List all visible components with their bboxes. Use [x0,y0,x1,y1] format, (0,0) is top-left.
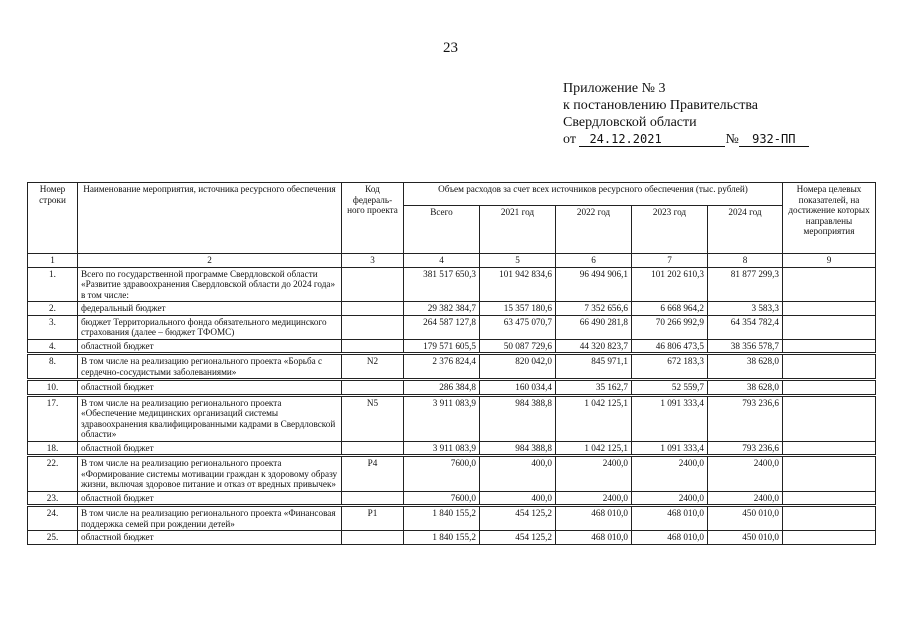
row-total: 179 571 605,5 [404,339,480,353]
row-2022: 7 352 656,6 [556,302,632,316]
row-2023: 2400,0 [632,457,708,492]
row-targets [783,457,876,492]
header-name: Наименование мероприятия, источника ресурсного обеспечения [78,183,342,254]
row-2023: 1 091 333,4 [632,396,708,441]
row-total: 1 840 155,2 [404,531,480,545]
row-number: 25. [28,531,78,545]
row-code [342,339,404,353]
row-targets [783,267,876,302]
table-body [28,267,876,544]
row-code: N2 [342,355,404,379]
table-row [28,507,876,531]
row-code [342,267,404,302]
row-name: областной бюджет [78,491,342,505]
row-targets [783,491,876,505]
row-total: 381 517 650,3 [404,267,480,302]
table-row [28,457,876,492]
row-2022: 2400,0 [556,457,632,492]
row-2024: 793 236,6 [708,396,783,441]
row-2021: 454 125,2 [480,507,556,531]
row-code [342,491,404,505]
row-number: 3. [28,315,78,339]
row-total: 3 911 083,9 [404,441,480,455]
row-2023: 52 559,7 [632,381,708,395]
row-code [342,531,404,545]
row-2023: 6 668 964,2 [632,302,708,316]
row-2021: 984 388,8 [480,441,556,455]
row-name: Всего по государственной программе Свердловской области «Развитие здравоохранения Свердловской области до 2024 года» в том числе: [78,267,342,302]
expenditure-table [27,182,876,545]
row-2022: 845 971,1 [556,355,632,379]
col-num-5: 5 [480,254,556,268]
row-number: 22. [28,457,78,492]
row-total: 29 382 384,7 [404,302,480,316]
row-number: 4. [28,339,78,353]
row-2022: 468 010,0 [556,507,632,531]
row-targets [783,531,876,545]
row-name: бюджет Территориального фонда обязательного медицинского страхования (далее – бюджет ТФОМС) [78,315,342,339]
page-number: 23 [443,40,458,56]
row-code [342,441,404,455]
row-targets [783,315,876,339]
row-name: В том числе на реализацию регионального проекта «Обеспечение медицинских организаций системы здравоохранения квалифицированными кадрами в Свердловской области» [78,396,342,441]
row-2022: 96 494 906,1 [556,267,632,302]
row-number: 17. [28,396,78,441]
appendix-resolution: к постановлению Правительства [563,98,759,113]
row-name: В том числе на реализацию регионального проекта «Финансовая поддержка семей при рождении детей» [78,507,342,531]
header-2021: 2021 год [480,206,556,254]
row-2022: 44 320 823,7 [556,339,632,353]
row-name: областной бюджет [78,339,342,353]
col-num-4: 4 [404,254,480,268]
row-2024: 38 628,0 [708,355,783,379]
col-num-9: 9 [783,254,876,268]
row-2023: 2400,0 [632,491,708,505]
table-row [28,339,876,353]
row-2021: 15 357 180,6 [480,302,556,316]
row-number: 23. [28,491,78,505]
row-name: областной бюджет [78,381,342,395]
col-num-3: 3 [342,254,404,268]
header-targets: Номера целевых показателей, на достижение которых направлены мероприятия [783,183,876,254]
row-2023: 1 091 333,4 [632,441,708,455]
row-code: P4 [342,457,404,492]
row-total: 3 911 083,9 [404,396,480,441]
row-targets [783,396,876,441]
header-2024: 2024 год [708,206,783,254]
table-row [28,381,876,395]
col-num-7: 7 [632,254,708,268]
row-name: В том числе на реализацию регионального проекта «Формирование системы мотивации граждан к здоровому образу жизни, включая здоровое питание и отказ от вредных привычек» [78,457,342,492]
row-code: N5 [342,396,404,441]
row-targets [783,381,876,395]
appendix-title: Приложение № 3 [563,81,666,96]
row-total: 1 840 155,2 [404,507,480,531]
row-total: 286 384,8 [404,381,480,395]
row-2024: 64 354 782,4 [708,315,783,339]
header-code: Код федераль-ного проекта [342,183,404,254]
row-2024: 81 877 299,3 [708,267,783,302]
row-2023: 70 266 992,9 [632,315,708,339]
row-2022: 66 490 281,8 [556,315,632,339]
row-2024: 38 628,0 [708,381,783,395]
row-2024: 3 583,3 [708,302,783,316]
col-num-2: 2 [78,254,342,268]
row-total: 264 587 127,8 [404,315,480,339]
date-prefix: от [563,132,576,147]
row-2021: 984 388,8 [480,396,556,441]
row-2024: 450 010,0 [708,531,783,545]
row-2024: 2400,0 [708,491,783,505]
row-2021: 400,0 [480,457,556,492]
row-targets [783,355,876,379]
number-prefix: № [725,132,739,147]
column-number-row [28,254,876,268]
row-number: 10. [28,381,78,395]
row-name: федеральный бюджет [78,302,342,316]
appendix-region: Свердловской области [563,115,697,130]
row-2022: 468 010,0 [556,531,632,545]
col-num-6: 6 [556,254,632,268]
date-value: 24.12.2021 [579,133,725,147]
row-2023: 468 010,0 [632,531,708,545]
appendix-date-line [563,131,809,148]
row-code: P1 [342,507,404,531]
table-row [28,491,876,505]
row-2024: 2400,0 [708,457,783,492]
row-2023: 468 010,0 [632,507,708,531]
number-value: 932-ПП [739,133,809,147]
row-number: 8. [28,355,78,379]
row-2021: 400,0 [480,491,556,505]
table-row [28,396,876,441]
row-2022: 35 162,7 [556,381,632,395]
row-code [342,381,404,395]
row-2021: 101 942 834,6 [480,267,556,302]
row-2024: 38 356 578,7 [708,339,783,353]
row-2021: 50 087 729,6 [480,339,556,353]
row-2024: 450 010,0 [708,507,783,531]
row-code [342,302,404,316]
row-number: 18. [28,441,78,455]
row-number: 2. [28,302,78,316]
row-2023: 101 202 610,3 [632,267,708,302]
row-targets [783,507,876,531]
row-2021: 63 475 070,7 [480,315,556,339]
row-2022: 1 042 125,1 [556,441,632,455]
header-2023: 2023 год [632,206,708,254]
table-row [28,302,876,316]
row-2021: 820 042,0 [480,355,556,379]
row-2022: 1 042 125,1 [556,396,632,441]
row-number: 1. [28,267,78,302]
row-targets [783,302,876,316]
table-row [28,315,876,339]
appendix-block [563,80,809,148]
table-row [28,355,876,379]
col-num-1: 1 [28,254,78,268]
table-row [28,531,876,545]
header-row-no: Номер строки [28,183,78,254]
row-2022: 2400,0 [556,491,632,505]
row-number: 24. [28,507,78,531]
row-total: 7600,0 [404,457,480,492]
header-total: Всего [404,206,480,254]
row-targets [783,339,876,353]
row-name: областной бюджет [78,531,342,545]
header-volume: Объем расходов за счет всех источников ресурсного обеспечения (тыс. рублей) [404,183,783,206]
row-2021: 160 034,4 [480,381,556,395]
row-total: 2 376 824,4 [404,355,480,379]
row-2024: 793 236,6 [708,441,783,455]
row-2021: 454 125,2 [480,531,556,545]
row-total: 7600,0 [404,491,480,505]
header-2022: 2022 год [556,206,632,254]
table-row [28,267,876,302]
row-name: В том числе на реализацию регионального проекта «Борьба с сердечно-сосудистыми заболеваниями» [78,355,342,379]
row-2023: 46 806 473,5 [632,339,708,353]
row-targets [783,441,876,455]
row-name: областной бюджет [78,441,342,455]
table-header [28,183,876,268]
row-code [342,315,404,339]
col-num-8: 8 [708,254,783,268]
row-2023: 672 183,3 [632,355,708,379]
table-row [28,441,876,455]
